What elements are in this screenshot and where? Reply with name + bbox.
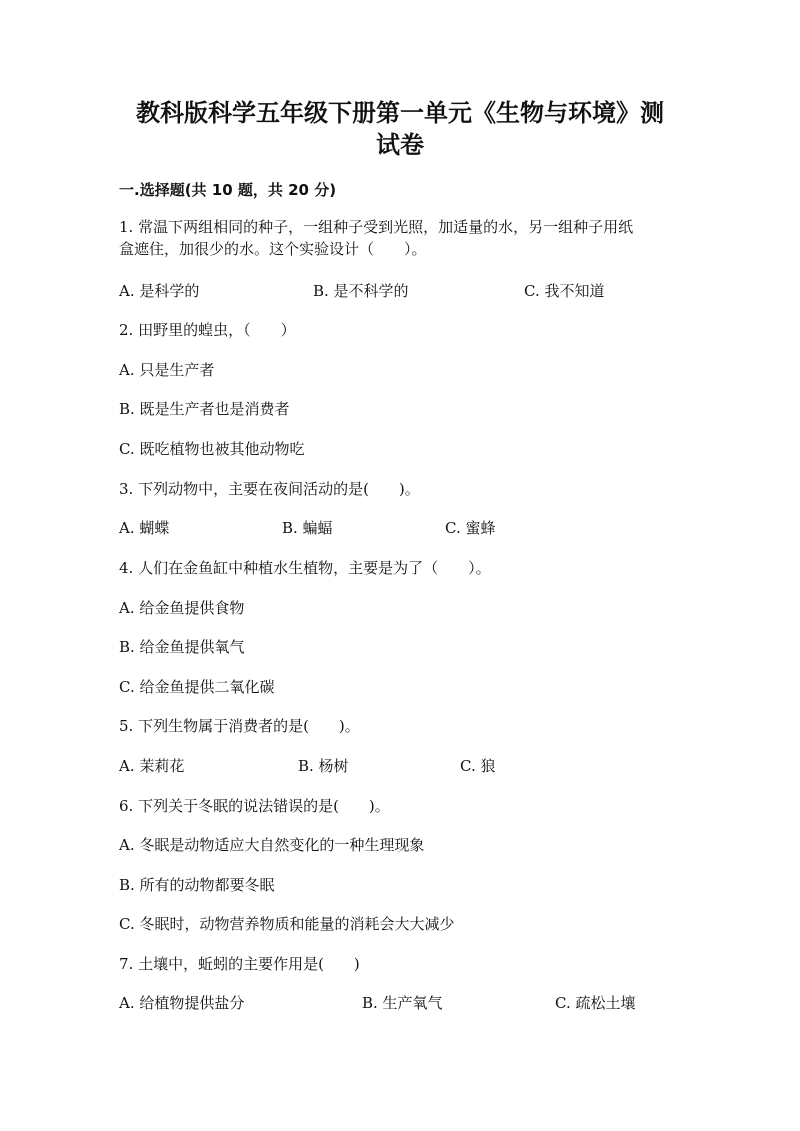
question-1-stem-line-1: 1. 常温下两组相同的种子，一组种子受到光照，加适量的水，另一组种子用纸 bbox=[119, 218, 634, 236]
question-2-option-a: A. 只是生产者 bbox=[119, 361, 215, 379]
question-1-option-a: A. 是科学的 bbox=[119, 282, 200, 300]
question-2-option-b: B. 既是生产者也是消费者 bbox=[119, 400, 290, 418]
question-3-option-a: A. 蝴蝶 bbox=[119, 519, 170, 537]
question-4-stem: 4. 人们在金鱼缸中种植水生植物，主要是为了（ ）。 bbox=[119, 559, 491, 577]
question-7-option-b: B. 生产氧气 bbox=[362, 994, 443, 1012]
exam-title-line-1: 教科版科学五年级下册第一单元《生物与环境》测 bbox=[136, 99, 664, 127]
section-heading: 一.选择题(共 10 题，共 20 分) bbox=[119, 181, 337, 199]
question-3-option-b: B. 蝙蝠 bbox=[282, 519, 333, 537]
question-2-stem: 2. 田野里的蝗虫，（ ） bbox=[119, 321, 296, 339]
question-1-option-c: C. 我不知道 bbox=[524, 282, 605, 300]
question-1-stem-line-2: 盒遮住，加很少的水。这个实验设计（ ）。 bbox=[119, 240, 427, 258]
question-2-option-c: C. 既吃植物也被其他动物吃 bbox=[119, 440, 305, 458]
question-5-option-b: B. 杨树 bbox=[298, 757, 349, 775]
exam-title bbox=[100, 97, 700, 161]
question-4-option-c: C. 给金鱼提供二氧化碳 bbox=[119, 678, 275, 696]
question-7-option-a: A. 给植物提供盐分 bbox=[119, 994, 245, 1012]
exam-title-line-2: 试卷 bbox=[376, 131, 424, 159]
question-5-stem: 5. 下列生物属于消费者的是( )。 bbox=[119, 717, 360, 735]
question-7-option-c: C. 疏松土壤 bbox=[555, 994, 636, 1012]
question-1-option-b: B. 是不科学的 bbox=[313, 282, 409, 300]
question-7-stem: 7. 土壤中，蚯蚓的主要作用是( ) bbox=[119, 955, 360, 973]
question-6-option-b: B. 所有的动物都要冬眠 bbox=[119, 876, 275, 894]
question-5-option-a: A. 茉莉花 bbox=[119, 757, 185, 775]
question-5-option-c: C. 狼 bbox=[460, 757, 496, 775]
question-6-stem: 6. 下列关于冬眠的说法错误的是( )。 bbox=[119, 797, 390, 815]
question-6-option-c: C. 冬眠时，动物营养物质和能量的消耗会大大减少 bbox=[119, 915, 455, 933]
question-4-option-b: B. 给金鱼提供氧气 bbox=[119, 638, 245, 656]
question-1-stem bbox=[119, 216, 679, 260]
question-3-stem: 3. 下列动物中，主要在夜间活动的是( )。 bbox=[119, 480, 420, 498]
question-3-option-c: C. 蜜蜂 bbox=[445, 519, 496, 537]
question-6-option-a: A. 冬眠是动物适应大自然变化的一种生理现象 bbox=[119, 836, 425, 854]
question-4-option-a: A. 给金鱼提供食物 bbox=[119, 599, 245, 617]
